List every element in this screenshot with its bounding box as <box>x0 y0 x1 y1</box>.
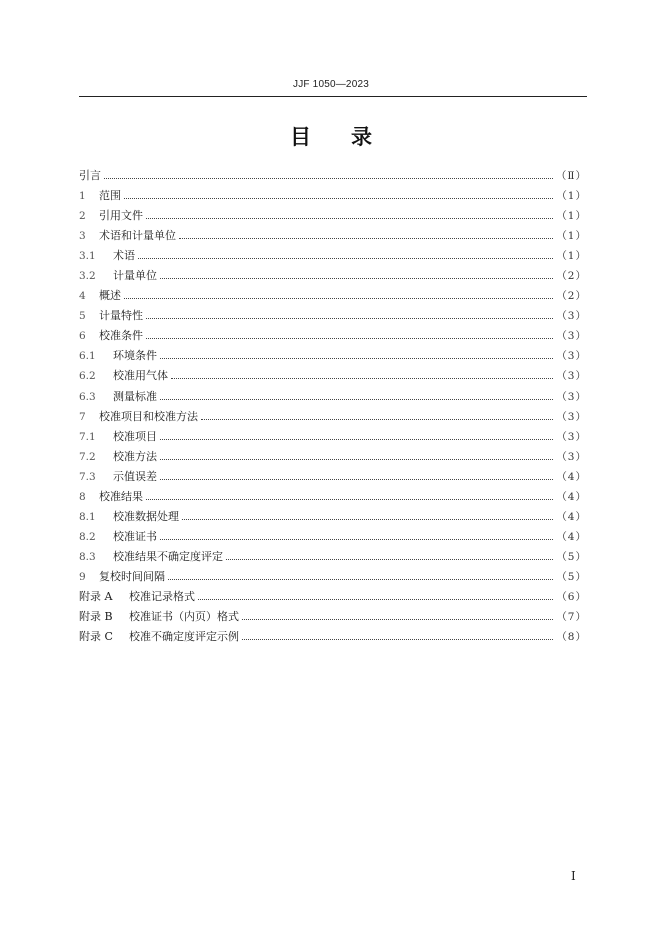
toc-entry-number: 6.3 <box>79 390 96 403</box>
toc-entry-label: 测量标准 <box>113 389 157 403</box>
toc-entry-label: 校准证书（内页）格式 <box>129 610 239 624</box>
toc-entry-label: 校准条件 <box>99 329 143 343</box>
toc-entry-label: 复校时间间隔 <box>99 569 165 583</box>
toc-entry-number: 3.2 <box>79 270 96 283</box>
toc-dot-leader <box>160 459 553 460</box>
toc-entry-page: （4） <box>556 490 587 503</box>
toc-entry-number: 附录 A <box>79 589 113 603</box>
toc-dot-leader <box>242 619 553 620</box>
toc-dot-leader <box>104 178 553 179</box>
toc-entry-number: 8.2 <box>79 530 96 543</box>
toc-entry[interactable] <box>79 186 587 206</box>
toc-entry[interactable] <box>79 346 587 366</box>
toc-entry-label: 校准用气体 <box>113 369 168 383</box>
toc-entry-page: （2） <box>556 270 587 283</box>
toc-entry-label: 校准项目和校准方法 <box>99 409 198 423</box>
toc-entry[interactable] <box>79 487 587 507</box>
toc-entry[interactable] <box>79 447 587 467</box>
toc-entry-page: （1） <box>556 250 587 263</box>
toc-entry-number: 附录 C <box>79 630 113 644</box>
toc-entry-page: （7） <box>556 611 587 624</box>
toc-entry-page: （3） <box>556 450 587 463</box>
toc-dot-leader <box>146 318 553 319</box>
toc-entry-page: （3） <box>556 350 587 363</box>
toc-entry-page: （3） <box>556 310 587 323</box>
toc-dot-leader <box>201 419 553 420</box>
toc-dot-leader <box>160 479 553 480</box>
toc-dot-leader <box>160 439 553 440</box>
toc-entry-label: 环境条件 <box>113 349 157 363</box>
toc-entry-label: 范围 <box>99 189 121 203</box>
toc-dot-leader <box>160 399 553 400</box>
toc-entry-number: 2 <box>79 210 86 223</box>
toc-dot-leader <box>171 378 553 379</box>
document-code: JJF 1050—2023 <box>293 79 369 90</box>
toc-entry[interactable] <box>79 326 587 346</box>
toc-entry-page: （6） <box>556 590 587 603</box>
toc-entry-label: 计量单位 <box>113 269 157 283</box>
toc-dot-leader <box>242 639 553 640</box>
toc-entry-number: 7.1 <box>79 430 96 443</box>
toc-entry-number: 7.2 <box>79 450 96 463</box>
toc-entry-number: 8.1 <box>79 510 96 523</box>
toc-entry-number: 6.2 <box>79 370 96 383</box>
toc-entry-number: 附录 B <box>79 610 113 624</box>
toc-entry-page: （8） <box>556 631 587 644</box>
toc-entry-number: 9 <box>79 570 86 583</box>
toc-dot-leader <box>198 599 553 600</box>
toc-entry-label: 校准项目 <box>113 429 157 443</box>
toc-entry[interactable] <box>79 407 587 427</box>
toc-entry-page: （3） <box>556 430 587 443</box>
toc-dot-leader <box>168 579 553 580</box>
toc-entry-number: 6.1 <box>79 350 96 363</box>
toc-dot-leader <box>138 258 553 259</box>
toc-entry-label: 校准数据处理 <box>113 509 179 523</box>
toc-entry[interactable] <box>79 567 587 587</box>
toc-entry-number: 1 <box>79 190 86 203</box>
toc-entry-page: （3） <box>556 390 587 403</box>
toc-dot-leader <box>124 198 553 199</box>
toc-entry[interactable] <box>79 387 587 407</box>
toc-dot-leader <box>146 499 553 500</box>
toc-dot-leader <box>124 298 553 299</box>
toc-entry[interactable] <box>79 467 587 487</box>
toc-entry[interactable] <box>79 627 587 647</box>
toc-entry-label: 引用文件 <box>99 209 143 223</box>
toc-entry-number: 8 <box>79 490 86 503</box>
toc-entry-label: 概述 <box>99 289 121 303</box>
toc-entry-page: （5） <box>556 550 587 563</box>
toc-entry-page: （1） <box>556 190 587 203</box>
toc-entry[interactable] <box>79 166 587 186</box>
toc-entry-number: 4 <box>79 290 86 303</box>
toc-entry-label: 校准结果 <box>99 489 143 503</box>
toc-entry-label: 术语和计量单位 <box>99 229 176 243</box>
toc-entry-number: 5 <box>79 310 86 323</box>
toc-entry[interactable] <box>79 547 587 567</box>
toc-dot-leader <box>146 338 553 339</box>
toc-entry-label: 示值误差 <box>113 469 157 483</box>
toc-entry[interactable] <box>79 587 587 607</box>
page-number: I <box>571 869 576 883</box>
header-rule <box>79 96 587 97</box>
toc-entry-page: （2） <box>556 290 587 303</box>
toc-entry[interactable] <box>79 246 587 266</box>
toc-entry-number: 3 <box>79 230 86 243</box>
table-of-contents <box>79 166 587 647</box>
toc-entry-number: 8.3 <box>79 550 96 563</box>
toc-entry[interactable] <box>79 206 587 226</box>
toc-entry-number: 7 <box>79 410 86 423</box>
toc-entry[interactable] <box>79 427 587 447</box>
toc-entry-label: 计量特性 <box>99 309 143 323</box>
toc-dot-leader <box>226 559 553 560</box>
toc-entry-page: （3） <box>556 410 587 423</box>
toc-entry[interactable] <box>79 266 587 286</box>
toc-entry[interactable] <box>79 306 587 326</box>
toc-entry-number: 7.3 <box>79 470 96 483</box>
toc-entry[interactable] <box>79 226 587 246</box>
toc-entry[interactable] <box>79 527 587 547</box>
toc-entry[interactable] <box>79 366 587 386</box>
toc-entry[interactable] <box>79 507 587 527</box>
toc-entry-page: （3） <box>556 370 587 383</box>
toc-entry-page: （5） <box>556 570 587 583</box>
toc-entry-label: 校准不确定度评定示例 <box>129 630 239 644</box>
toc-entry-page: （4） <box>556 470 587 483</box>
toc-entry-page: （1） <box>556 210 587 223</box>
toc-entry[interactable] <box>79 286 587 306</box>
toc-entry-page: （4） <box>556 530 587 543</box>
toc-entry-label: 校准结果不确定度评定 <box>113 549 223 563</box>
toc-entry-label: 引言 <box>79 169 101 182</box>
toc-entry-number: 6 <box>79 330 86 343</box>
toc-dot-leader <box>160 358 553 359</box>
toc-entry-page: （3） <box>556 330 587 343</box>
toc-dot-leader <box>182 519 553 520</box>
toc-entry-number: 3.1 <box>79 250 96 263</box>
toc-entry[interactable] <box>79 607 587 627</box>
toc-dot-leader <box>160 539 553 540</box>
toc-entry-page: （4） <box>556 510 587 523</box>
toc-entry-label: 校准记录格式 <box>129 589 195 603</box>
toc-entry-label: 校准证书 <box>113 529 157 543</box>
toc-dot-leader <box>146 218 553 219</box>
toc-entry-label: 校准方法 <box>113 449 157 463</box>
toc-entry-page: （Ⅱ） <box>555 170 587 182</box>
toc-dot-leader <box>179 238 553 239</box>
toc-dot-leader <box>160 278 553 279</box>
toc-entry-page: （1） <box>556 230 587 243</box>
page-title: 目录 <box>290 125 412 149</box>
toc-entry-label: 术语 <box>113 249 135 263</box>
